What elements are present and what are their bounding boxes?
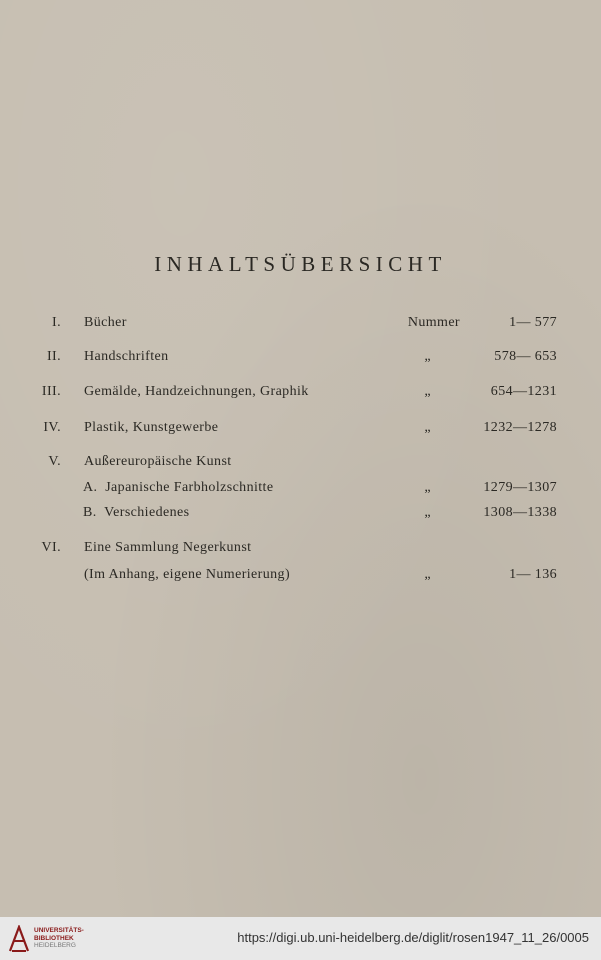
library-name-line: UNIVERSITÄTS- [34, 927, 84, 934]
toc-entry [0, 420, 601, 442]
entry-label: „ [424, 384, 431, 399]
entry-text: (Im Anhang, eigene Numerierung) [84, 567, 291, 582]
toc-entry [0, 540, 601, 562]
entry-text: Gemälde, Handzeichnungen, Graphik [84, 384, 309, 399]
entry-label: Nummer [407, 315, 460, 330]
entry-text: Außereuropäische Kunst [84, 454, 232, 469]
toc-entry [0, 384, 601, 406]
entry-range: 1— 577 [509, 315, 557, 330]
entry-text: Eine Sammlung Negerkunst [84, 540, 252, 555]
toc-entry [0, 454, 601, 476]
entry-text: A. Japanische Farbholzschnitte [83, 480, 274, 495]
entry-number: I. [52, 315, 61, 330]
entry-label: „ [424, 567, 431, 582]
entry-label: „ [424, 480, 431, 495]
entry-number: II. [46, 349, 61, 364]
viewer-footer [0, 917, 601, 960]
entry-range: 1308—1338 [483, 505, 557, 520]
library-logo-icon [8, 925, 30, 953]
library-name-line: BIBLIOTHEK [34, 934, 74, 942]
entry-range: 1— 136 [509, 567, 557, 582]
entry-range: 1232—1278 [483, 420, 557, 435]
entry-text: Bücher [84, 315, 127, 330]
entry-text: Handschriften [84, 349, 169, 364]
toc-entry [0, 315, 601, 337]
library-name [34, 927, 84, 950]
toc-subentry [0, 505, 601, 527]
entry-range: 654—1231 [490, 384, 557, 399]
entry-label: „ [424, 420, 431, 435]
entry-number: VI. [41, 540, 61, 555]
entry-range: 578— 653 [494, 349, 557, 364]
permalink-url[interactable]: https://digi.ub.uni-heidelberg.de/diglit/rosen1947_11_26/0005 [237, 930, 589, 945]
toc-subentry [0, 480, 601, 502]
library-name-line: HEIDELBERG [34, 942, 76, 949]
entry-number: IV. [43, 420, 61, 435]
entry-range: 1279—1307 [483, 480, 557, 495]
entry-label: „ [424, 505, 431, 520]
entry-text: B. Verschiedenes [83, 505, 190, 520]
entry-number: V. [48, 454, 61, 469]
toc-entry [0, 349, 601, 371]
page-title: INHALTSÜBERSICHT [154, 252, 447, 276]
entry-label: „ [424, 349, 431, 364]
entry-text: Plastik, Kunstgewerbe [84, 420, 219, 435]
entry-number: III. [41, 384, 61, 399]
toc-subentry [0, 567, 601, 589]
